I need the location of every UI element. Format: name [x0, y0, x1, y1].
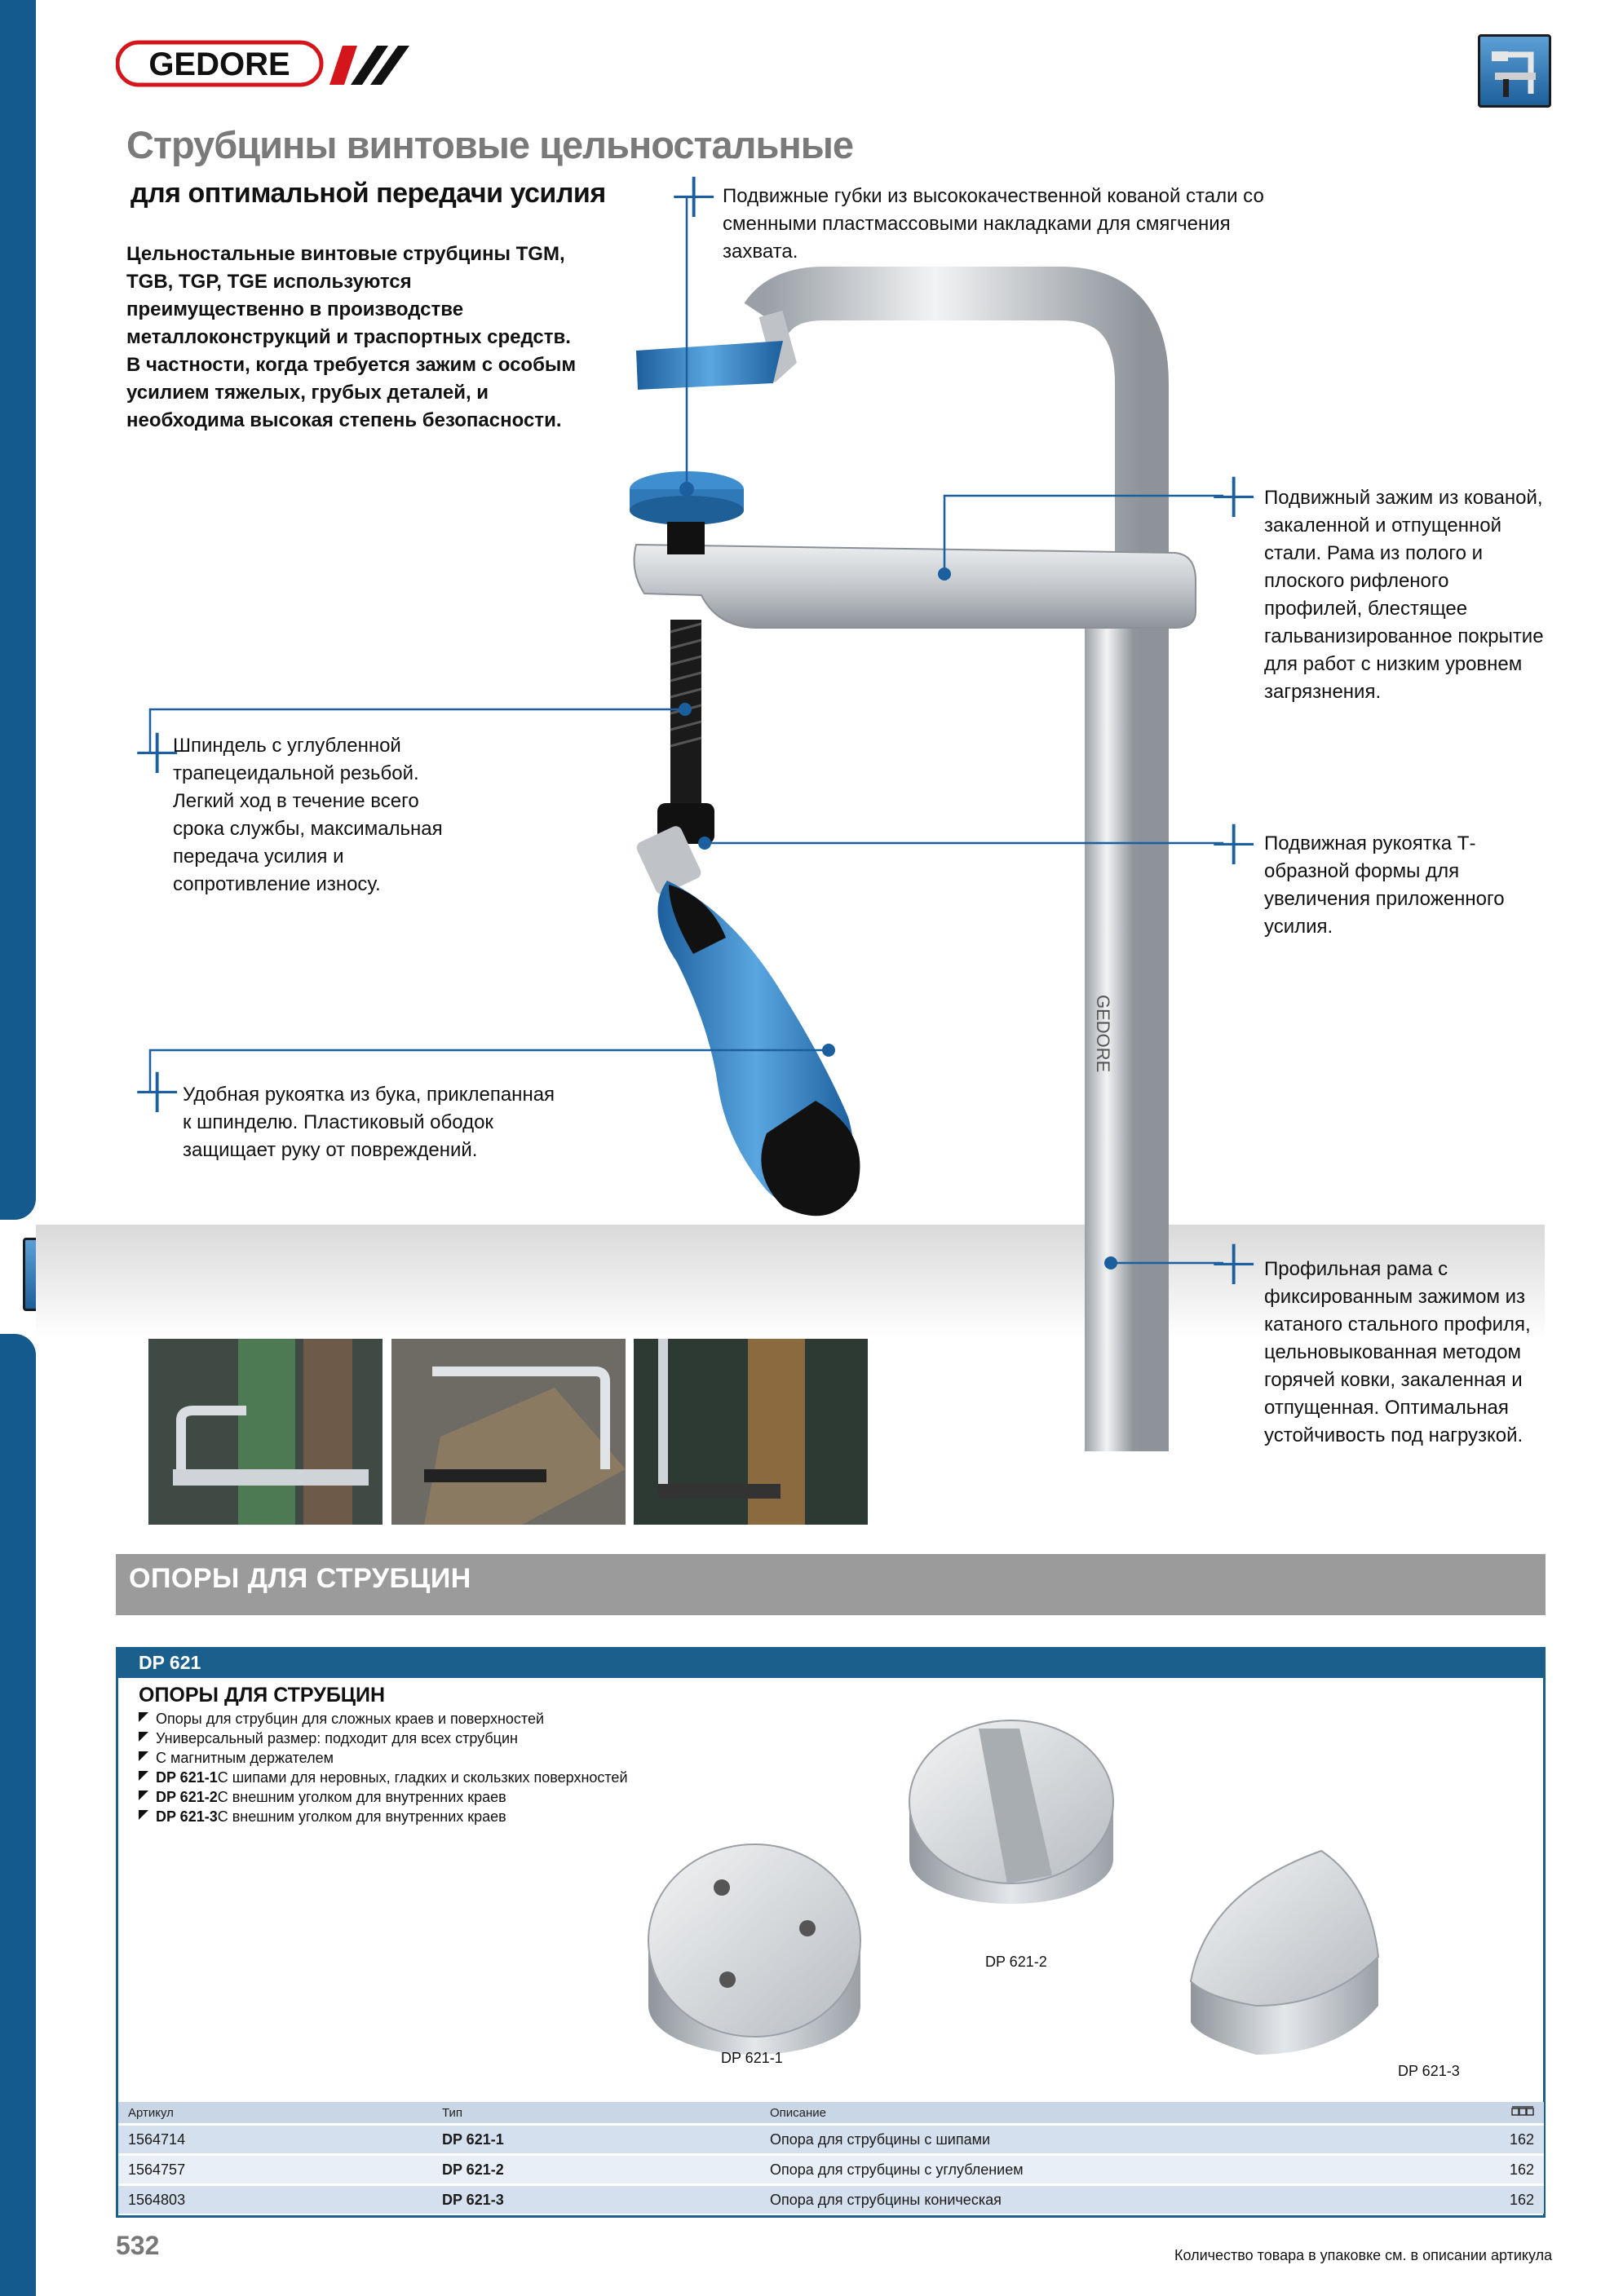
feature-list [139, 1709, 628, 1826]
image-caption: DP 621-2 [985, 1954, 1047, 1970]
bullet-icon [139, 1771, 148, 1781]
callout-frame: Профильная рама с фиксированным зажимом из катаного стального профиля, цельновыкованная методом горячей ковки, закаленная и отпущенная. Оптимальная устойчивость под нагрузкой. [1264, 1258, 1531, 1446]
plus-marker: + [130, 1054, 184, 1128]
usage-photo [148, 1339, 383, 1525]
column-header: Артикул [118, 2102, 432, 2125]
product-title: ОПОРЫ ДЛЯ СТРУБЦИН [139, 1684, 386, 1707]
section-title: ОПОРЫ ДЛЯ СТРУБЦИН [129, 1563, 471, 1594]
product-header [116, 1647, 1546, 1678]
feature-item: DP 621-2 С внешним уголком для внутренних краев [139, 1787, 628, 1807]
bullet-icon [139, 1790, 148, 1800]
usage-photo [634, 1339, 868, 1525]
column-header: Описание [760, 2102, 1486, 2125]
table-header-row [118, 2102, 1544, 2125]
callout-t-handle: Подвижная рукоятка Т-образной формы для увеличения приложенного усилия. [1264, 832, 1505, 938]
bullet-icon [139, 1732, 148, 1742]
table-row: 1564803 DP 621-3 Опора для струбцины коническая 162 [118, 2185, 1544, 2214]
callout-spindle: Шпиндель с углубленной трапецеидальной резьбой. Легкий ход в течение всего срока службы, максимальная передача усилия и сопротивление износу. [173, 735, 443, 895]
intro-paragraph: Цельностальные винтовые струбцины TGM, TGB, TGP, TGE используются преимущественно в производстве металлоконструкций и траспортных средств. В частности, когда требуется зажим с особым усилием тяжелых, грубых деталей, и необходима высокая степень безопасности. [126, 243, 577, 431]
image-caption: DP 621-1 [721, 2050, 783, 2066]
svg-text:GEDORE: GEDORE [1093, 995, 1113, 1073]
feature-item: Универсальный размер: подходит для всех струбцин [139, 1729, 628, 1748]
bullet-icon [139, 1751, 148, 1761]
callout-beech-handle: Удобная рукоятка из бука, приклепанная к шпинделю. Пластиковый ободок защищает руку от повреждений. [183, 1084, 555, 1161]
page-subtitle: для оптимальной передачи усилия [130, 178, 606, 209]
feature-item: С магнитным держателем [139, 1748, 628, 1768]
page-title: Струбцины винтовые цельностальные [126, 123, 854, 166]
package-qty-icon [1486, 2102, 1544, 2125]
callout-jaws: Подвижные губки из высококачественной кованой стали со сменными пластмассовыми накладками для смягчения захвата. [723, 185, 1264, 263]
article-table [118, 2102, 1544, 2214]
column-header: Тип [432, 2102, 760, 2125]
usage-photo [391, 1339, 626, 1525]
dp621-1-image [648, 1844, 860, 2055]
plus-marker: + [1207, 1226, 1261, 1300]
image-caption: DP 621-3 [1398, 2063, 1460, 2079]
feature-item: DP 621-1 С шипами для неровных, гладких и скользких поверхностей [139, 1768, 628, 1787]
dp621-3-image [1191, 1851, 1378, 2055]
product-code: DP 621 [139, 1652, 201, 1673]
plus-marker: + [130, 715, 184, 788]
callout-clamp: Подвижный зажим из кованой, закаленной и отпущенной стали. Рама из полого и плоского рифленого профилей, блестящее гальванизированное покрытие для работ с низким уровнем загрязнения. [1264, 487, 1544, 703]
table-row: 1564714 DP 621-1 Опора для струбцины с шипами 162 [118, 2125, 1544, 2155]
bullet-icon [139, 1810, 148, 1820]
table-row: 1564757 DP 621-2 Опора для струбцины с углублением 162 [118, 2155, 1544, 2185]
dp621-2-image [909, 1720, 1113, 1904]
product-images [636, 1712, 1533, 2095]
svg-text:GEDORE: GEDORE [148, 46, 290, 82]
plus-marker: + [1207, 459, 1261, 532]
plus-marker: + [1207, 806, 1261, 880]
feature-item: DP 621-3 С внешним уголком для внутренних краев [139, 1807, 628, 1826]
page-number: 532 [116, 2231, 160, 2260]
plus-marker: + [667, 159, 721, 232]
bullet-icon [139, 1712, 148, 1722]
footnote: Количество товара в упаковке см. в описании артикула [1174, 2247, 1553, 2263]
feature-item: Опоры для струбцин для сложных краев и поверхностей [139, 1709, 628, 1729]
